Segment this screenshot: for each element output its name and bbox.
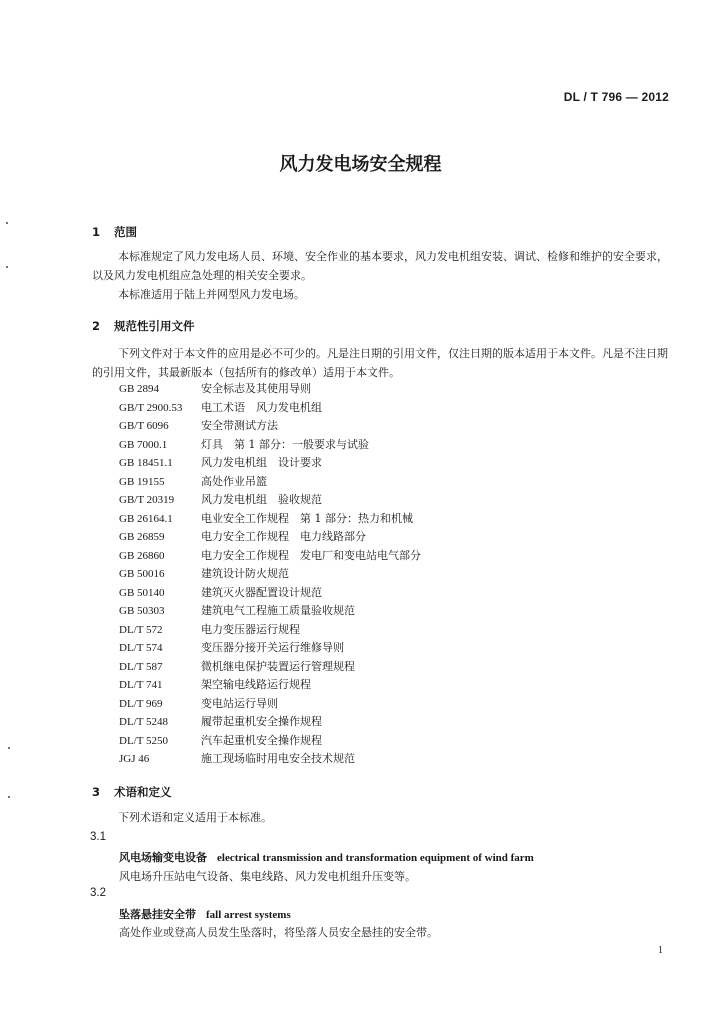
scan-speck — [8, 747, 10, 749]
reference-code: GB 2894 — [119, 383, 160, 395]
reference-title: 电力变压器运行规程 — [201, 622, 300, 636]
reference-item — [119, 491, 421, 510]
term-chinese: 坠落悬挂安全带 — [119, 908, 196, 921]
reference-item — [119, 436, 421, 455]
reference-code: DL/T 587 — [119, 660, 163, 673]
section-2-heading — [92, 318, 195, 334]
reference-item — [119, 750, 421, 769]
standard-code: DL / T 796 — 2012 — [563, 90, 669, 104]
reference-title: 建筑灭火器配置设计规范 — [201, 585, 322, 599]
reference-title: 电工术语 风力发电机组 — [201, 400, 322, 414]
reference-title: 汽车起重机安全操作规程 — [201, 733, 322, 747]
reference-title: 建筑设计防火规范 — [201, 567, 289, 580]
scan-speck — [6, 266, 8, 268]
section-number: 1 — [92, 225, 101, 239]
document-title: 风力发电场安全规程 — [279, 154, 442, 175]
term-heading — [119, 849, 534, 865]
reference-code: GB 50016 — [119, 568, 165, 580]
reference-item — [119, 454, 421, 473]
section-title: 规范性引用文件 — [114, 319, 195, 333]
reference-code: DL/T 5250 — [119, 734, 168, 747]
term-definition: 风电场升压站电气设备、集电线路、风力发电机组升压变等。 — [119, 870, 416, 883]
page-number: 1 — [658, 945, 663, 956]
reference-code: GB/T 2900.53 — [119, 401, 183, 414]
section-number: 3 — [92, 785, 101, 799]
section-number: 2 — [92, 319, 101, 333]
reference-code: DL/T 741 — [119, 679, 163, 691]
term-english: fall arrest systems — [206, 909, 291, 921]
reference-code: GB 26164.1 — [119, 512, 173, 525]
reference-code: GB 26859 — [119, 531, 165, 543]
reference-item — [119, 565, 421, 584]
section-3-heading — [92, 784, 172, 800]
term-heading — [119, 906, 291, 922]
term-number: 3.2 — [90, 887, 106, 899]
reference-code: DL/T 572 — [119, 623, 163, 636]
section-1-paragraph-1: 本标准规定了风力发电场人员、环境、安全作业的基本要求，风力发电机组安装、调试、检修和维护的安全要求，以及风力发电机组应急处理的相关安全要求。 — [92, 250, 668, 282]
reference-code: DL/T 969 — [119, 697, 163, 710]
reference-title: 风力发电机组 验收规范 — [201, 493, 322, 506]
reference-item — [119, 621, 421, 640]
reference-item — [119, 547, 421, 566]
reference-title: 安全带测试方法 — [201, 419, 278, 432]
term-english: electrical transmission and transformation equipment of wind farm — [217, 852, 534, 864]
reference-code: GB 7000.1 — [119, 438, 168, 451]
reference-item — [119, 380, 421, 399]
term-chinese: 风电场输变电设备 — [119, 851, 207, 864]
reference-title: 建筑电气工程施工质量验收规范 — [201, 604, 355, 617]
reference-code: GB/T 20319 — [119, 494, 175, 506]
reference-list — [119, 380, 421, 769]
reference-code: DL/T 574 — [119, 642, 163, 654]
reference-title: 微机继电保护装置运行管理规程 — [201, 659, 355, 673]
reference-code: GB 50140 — [119, 586, 165, 599]
reference-title: 电力安全工作规程 电力线路部分 — [201, 530, 366, 543]
reference-item — [119, 417, 421, 436]
reference-code: GB 19155 — [119, 475, 165, 488]
term-definition: 高处作业或登高人员发生坠落时，将坠落人员安全悬挂的安全带。 — [119, 926, 438, 939]
reference-title: 安全标志及其使用导则 — [201, 382, 311, 395]
reference-title: 变压器分接开关运行维修导则 — [201, 641, 344, 654]
section-2-intro: 下列文件对于本文件的应用是必不可少的。凡是注日期的引用文件，仅注日期的版本适用于本文件。凡是不注日期的引用文件，其最新版本（包括所有的修改单）适用于本文件。 — [92, 347, 668, 379]
reference-item — [119, 732, 421, 751]
reference-title: 电业安全工作规程 第 1 部分：热力和机械 — [201, 511, 413, 525]
reference-item — [119, 695, 421, 714]
reference-title: 履带起重机安全操作规程 — [201, 715, 322, 728]
scan-speck — [8, 796, 10, 798]
reference-code: GB 50303 — [119, 605, 165, 617]
reference-item — [119, 510, 421, 529]
reference-code: GB/T 6096 — [119, 420, 169, 432]
reference-code: GB 18451.1 — [119, 457, 173, 469]
reference-item — [119, 528, 421, 547]
reference-title: 变电站运行导则 — [201, 696, 278, 710]
reference-title: 架空输电线路运行规程 — [201, 678, 311, 691]
reference-title: 风力发电机组 设计要求 — [201, 456, 322, 469]
reference-title: 灯具 第 1 部分：一般要求与试验 — [201, 437, 369, 451]
scan-speck — [6, 222, 8, 224]
reference-title: 高处作业吊篮 — [201, 474, 267, 488]
reference-item — [119, 602, 421, 621]
reference-title: 电力安全工作规程 发电厂和变电站电气部分 — [201, 548, 421, 562]
reference-item — [119, 399, 421, 418]
reference-item — [119, 639, 421, 658]
section-title: 术语和定义 — [114, 785, 172, 799]
reference-item — [119, 713, 421, 732]
reference-code: JGJ 46 — [119, 753, 150, 765]
reference-item — [119, 584, 421, 603]
term-number: 3.1 — [90, 831, 106, 843]
section-1-heading — [92, 224, 137, 240]
reference-item — [119, 658, 421, 677]
section-1-paragraph-2: 本标准适用于陆上并网型风力发电场。 — [118, 288, 305, 301]
reference-item — [119, 676, 421, 695]
section-3-intro: 下列术语和定义适用于本标准。 — [118, 811, 272, 824]
reference-code: GB 26860 — [119, 549, 165, 562]
reference-code: DL/T 5248 — [119, 716, 168, 728]
section-title: 范围 — [114, 225, 137, 239]
reference-title: 施工现场临时用电安全技术规范 — [201, 752, 355, 765]
reference-item — [119, 473, 421, 492]
